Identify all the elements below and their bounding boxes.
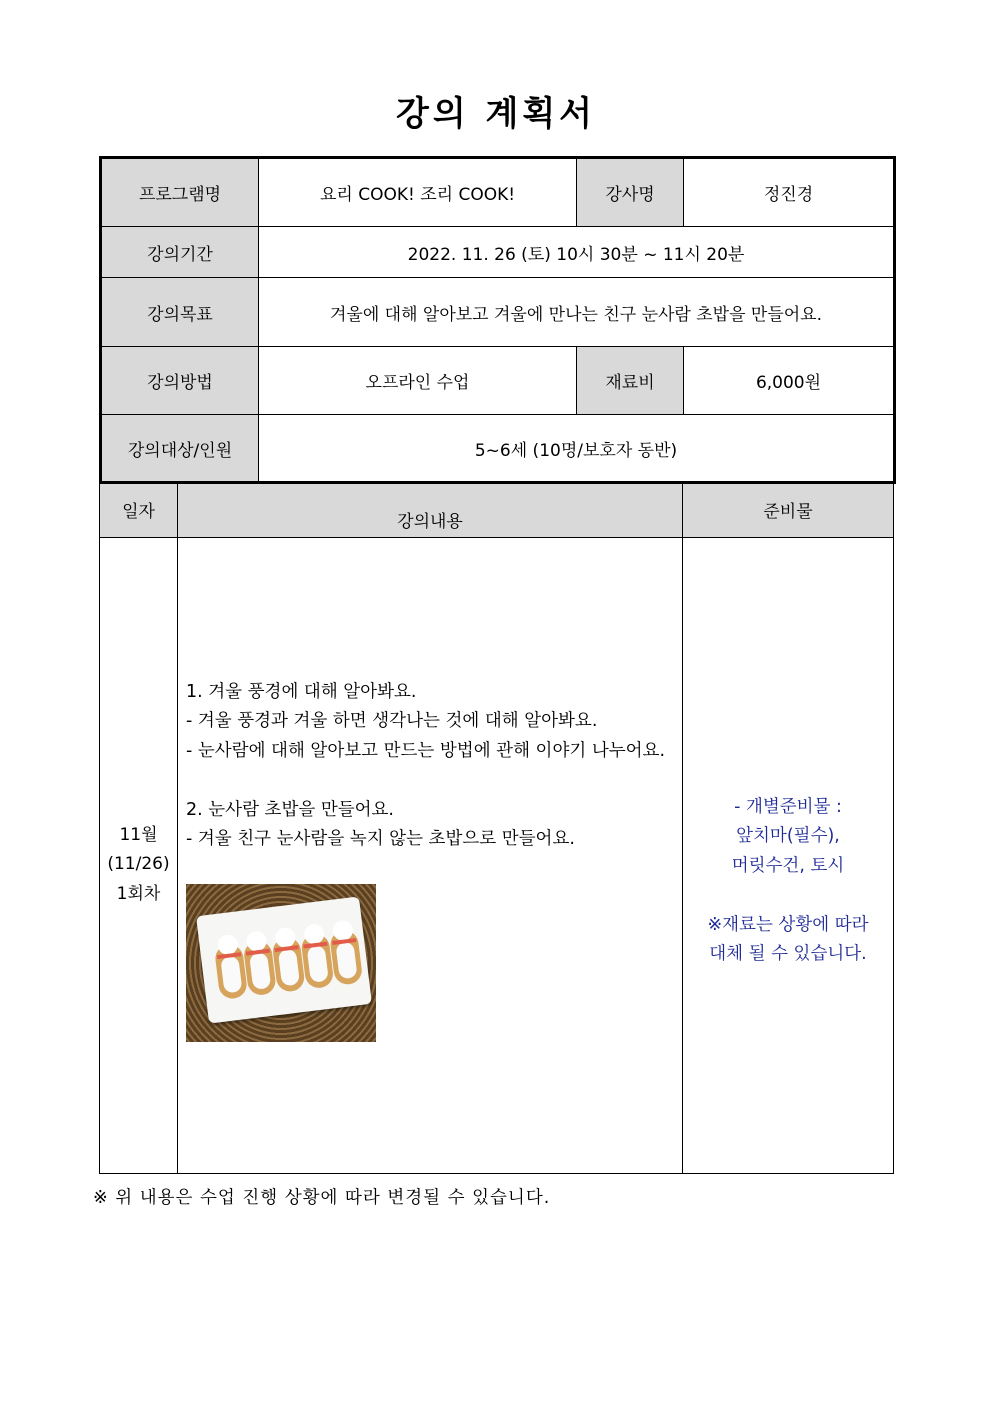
materials-line: 머릿수건, 토시 (731, 855, 845, 876)
fee-label: 재료비 (577, 347, 684, 415)
session-month: 11월 (119, 824, 158, 845)
target-value: 5~6세 (10명/보호자 동반) (259, 415, 895, 483)
goal-label: 강의목표 (101, 278, 259, 347)
session-date-cell (100, 537, 178, 1173)
content-line: 2. 눈사람 초밥을 만들어요. (186, 799, 394, 820)
line-spacer (683, 881, 893, 911)
period-label: 강의기간 (101, 227, 259, 278)
instructor-label: 강사명 (577, 158, 684, 227)
header-content: 강의내용 (178, 484, 683, 537)
instructor-value: 정진경 (684, 158, 895, 227)
materials-cell (683, 537, 894, 1173)
header-date: 일자 (100, 484, 178, 537)
line-spacer (186, 766, 674, 796)
session-content-cell (178, 537, 683, 1173)
content-table (99, 484, 894, 1174)
program-label: 프로그램명 (101, 158, 259, 227)
info-table (99, 156, 896, 484)
materials-note: ※재료는 상황에 따라 (707, 914, 869, 935)
fee-value: 6,000원 (684, 347, 895, 415)
content-line: - 눈사람에 대해 알아보고 만드는 방법에 관해 이야기 나누어요. (186, 740, 666, 761)
goal-value: 겨울에 대해 알아보고 겨울에 만나는 친구 눈사람 초밥을 만들어요. (259, 278, 895, 347)
method-value: 오프라인 수업 (259, 347, 577, 415)
period-value: 2022. 11. 26 (토) 10시 30분 ~ 11시 20분 (259, 227, 895, 278)
method-label: 강의방법 (101, 347, 259, 415)
photo-plate (196, 896, 372, 1023)
materials-note: 대체 될 수 있습니다. (709, 944, 867, 964)
content-line: - 겨울 풍경과 겨울 하면 생각나는 것에 대해 알아봐요. (186, 711, 598, 731)
materials-line: 앞치마(필수), (736, 826, 840, 846)
footer-note: ※ 위 내용은 수업 진행 상황에 따라 변경될 수 있습니다. (93, 1188, 551, 1208)
target-label: 강의대상/인원 (101, 415, 259, 483)
header-materials: 준비물 (683, 484, 894, 537)
materials-line: - 개별준비물 : (734, 796, 842, 817)
content-line: - 겨울 친구 눈사람을 녹지 않는 초밥으로 만들어요. (186, 829, 575, 849)
page-title: 강의 계획서 (395, 94, 597, 134)
content-line: 1. 겨울 풍경에 대해 알아봐요. (186, 681, 417, 702)
program-value: 요리 COOK! 조리 COOK! (259, 158, 577, 227)
session-date: (11/26) (107, 854, 170, 875)
snowman-sushi-photo (186, 884, 376, 1042)
session-number: 1회차 (116, 883, 161, 904)
